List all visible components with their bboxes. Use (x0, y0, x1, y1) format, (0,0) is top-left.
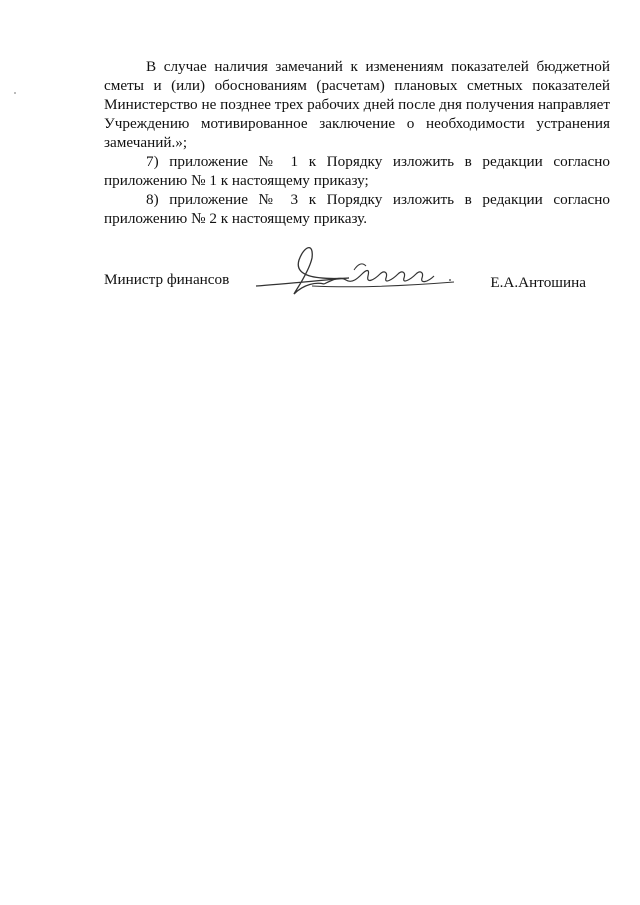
document-body (104, 57, 610, 228)
handwritten-signature (254, 240, 468, 300)
paragraph-item-7: 7) приложение № 1 к Порядку изложить в редакции согласно приложению № 1 к настоящему приказу; (104, 153, 610, 189)
scan-speck (14, 92, 16, 94)
paragraph-item-8: 8) приложение № 3 к Порядку изложить в редакции согласно приложению № 2 к настоящему приказу. (104, 191, 610, 227)
paragraph-remarks: В случае наличия замечаний к изменениям показателей бюджетной сметы и (или) обоснованиям (расчетам) плановых сметных показателей Министерство не позднее трех рабочих дней после дня получения направляет Учреждению мотивированное заключение о необходимости устранения замечаний.»; (104, 58, 610, 151)
signature-block (104, 268, 610, 308)
signatory-name: Е.А.Антошина (490, 274, 586, 291)
signatory-title: Министр финансов (104, 271, 230, 288)
